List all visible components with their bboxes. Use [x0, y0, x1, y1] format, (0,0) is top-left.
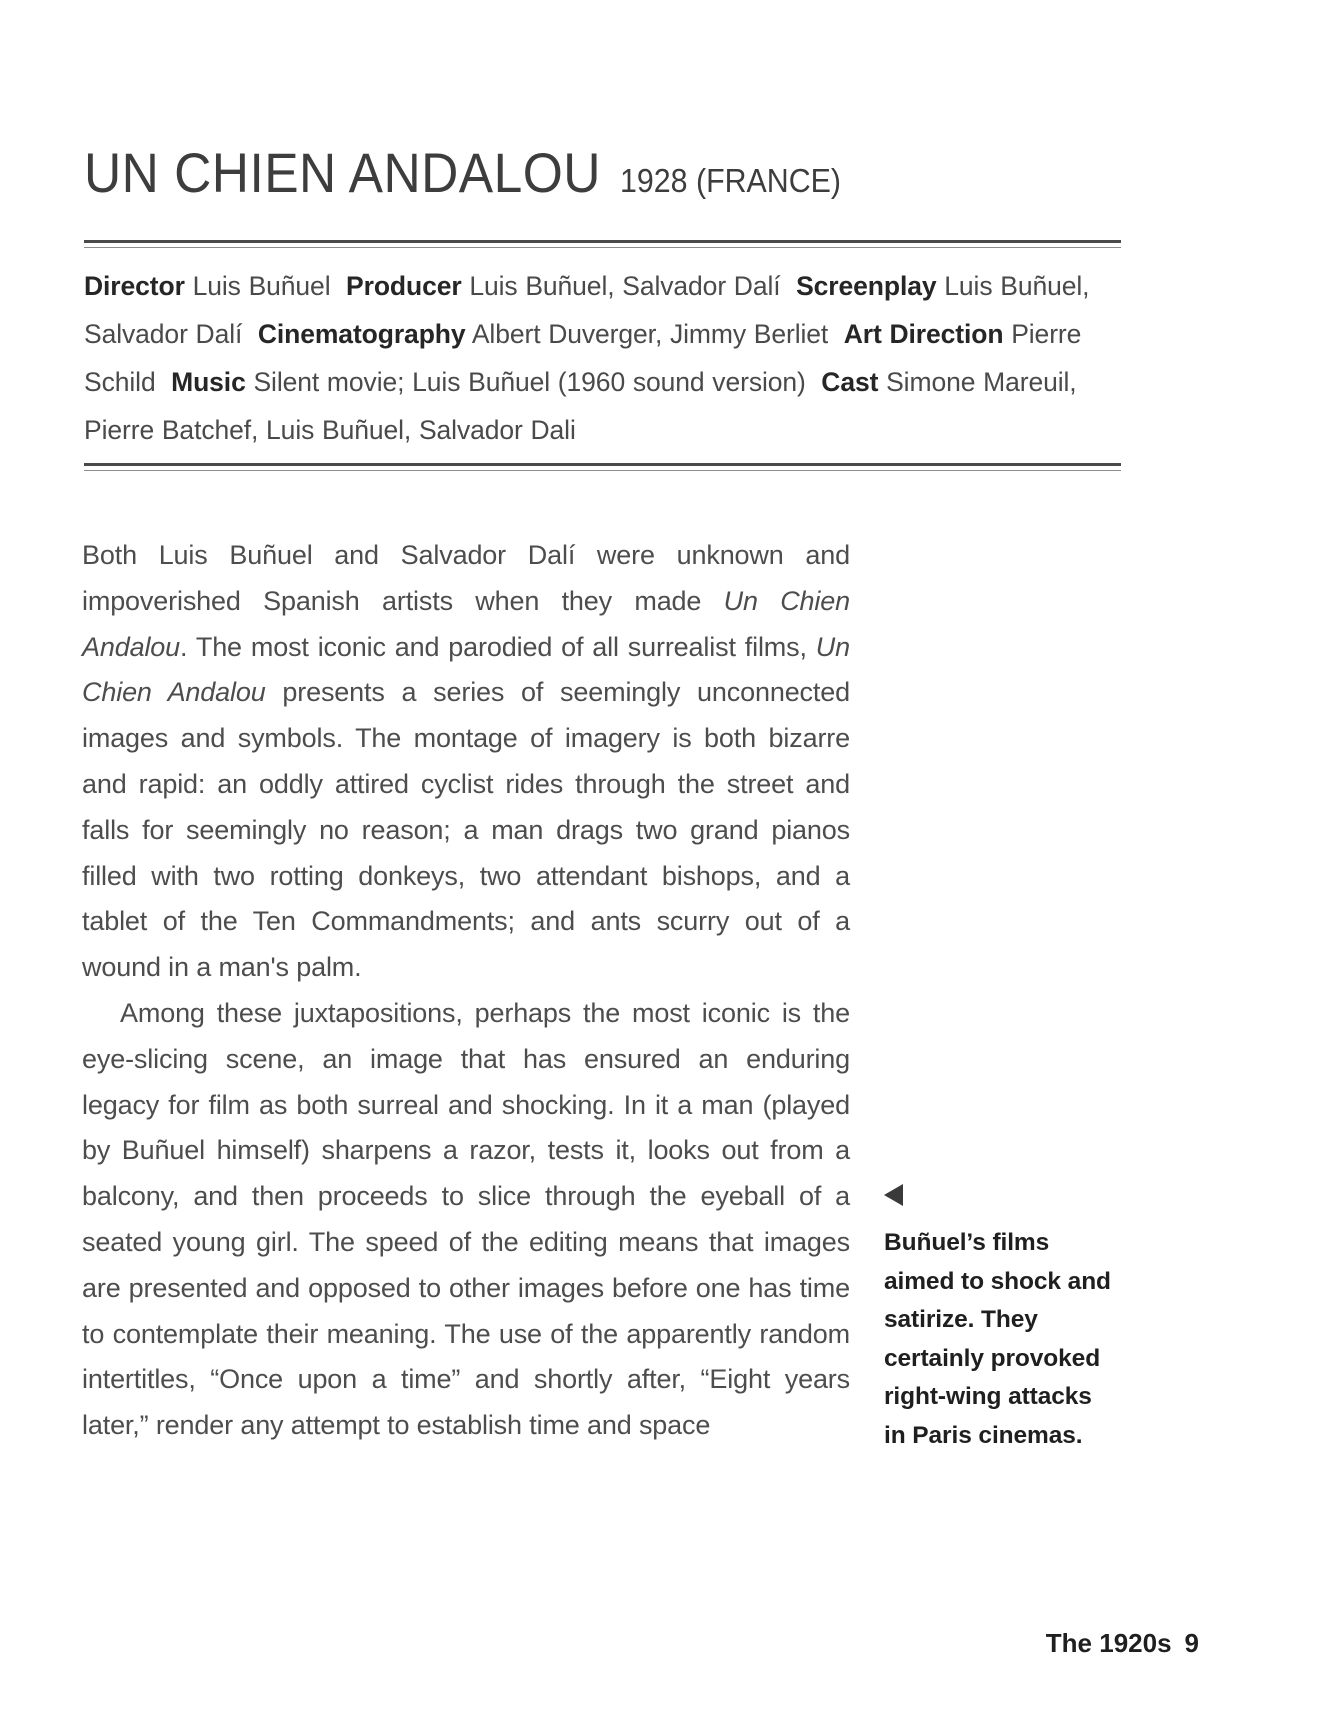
credit-label-director: Director — [84, 271, 185, 301]
divider-top-hairline — [84, 247, 1121, 248]
credit-label-producer: Producer — [346, 271, 462, 301]
left-triangle-icon — [884, 1184, 903, 1206]
credit-label-music: Music — [171, 367, 246, 397]
credit-label-screenplay: Screenplay — [796, 271, 937, 301]
credit-label-cinematography: Cinematography — [257, 319, 466, 349]
paragraph-2: Among these juxtapositions, perhaps the most iconic is the eye-slicing scene, an image that has ensured an enduring legacy for film as both surreal and shocking. In it a man (played by Buñuel himself) sharpens a razor, tests it, looks out from a balcony, and then proceeds to slice through the eyeball of a seated young girl. The speed of the editing means that images are presented and opposed to other images before one has time to contemplate their meaning. The use of the apparently random intertitles, “Once upon a time” and shortly after, “Eight years later,” render any attempt to establish time and space — [82, 997, 850, 1441]
credit-value-director: Luis Buñuel — [192, 271, 331, 301]
credit-label-art-direction: Art Direction — [843, 319, 1004, 349]
credit-label-cast: Cast — [821, 367, 879, 397]
paragraph-1 — [82, 533, 850, 991]
footer-section-label: The 1920s — [1045, 1628, 1172, 1658]
film-title-italic-2: Un Chien Andalou — [82, 631, 850, 708]
film-title-italic-1: Un Chien Andalou — [82, 585, 850, 662]
credit-value-cinematography: Albert Duverger, Jimmy Berliet — [471, 319, 829, 349]
paragraph-1-text-c: presents a series of seemingly unconnected images and symbols. The montage of imagery is both bizarre and rapid: an oddly attired cyclist rides through the street and falls for seemingly no reason; a man drags two grand pianos filled with two rotting donkeys, two attendant bishops, and a tablet of the Ten Commandments; and ants scurry out of a wound in a man's palm. — [82, 677, 850, 983]
credit-value-art-direction: Pierre Schild — [84, 319, 1082, 397]
credit-value-producer: Luis Buñuel, Salvador Dalí — [469, 271, 781, 301]
page-footer — [1046, 1628, 1199, 1659]
caption-text: Buñuel’s films aimed to shock and satirize. They certainly provoked right-wing attacks in Paris cinemas. — [884, 1229, 1111, 1449]
footer-page-number: 9 — [1184, 1628, 1199, 1658]
credit-value-screenplay: Luis Buñuel, Salvador Dalí — [84, 271, 1090, 349]
paragraph-1-text-a: Both Luis Buñuel and Salvador Dalí were unknown and impoverished Spanish artists when they made — [82, 540, 850, 616]
credit-value-music: Silent movie; Luis Buñuel (1960 sound version) — [253, 367, 806, 397]
page-title — [84, 140, 1144, 205]
sidebar-caption — [884, 1184, 1116, 1455]
divider-bottom-hairline — [84, 470, 1121, 471]
divider-top — [84, 240, 1121, 243]
film-title: UN CHIEN ANDALOU — [84, 141, 601, 204]
credits-block — [84, 262, 1126, 454]
credit-value-cast: Simone Mareuil, Pierre Batchef, Luis Buñuel, Salvador Dali — [84, 367, 1077, 445]
body-text-column — [82, 533, 850, 1449]
film-year-country: 1928 (FRANCE) — [619, 162, 841, 199]
paragraph-1-text-b: . The most iconic and parodied of all surrealist films, — [180, 631, 816, 662]
divider-bottom — [84, 463, 1121, 466]
